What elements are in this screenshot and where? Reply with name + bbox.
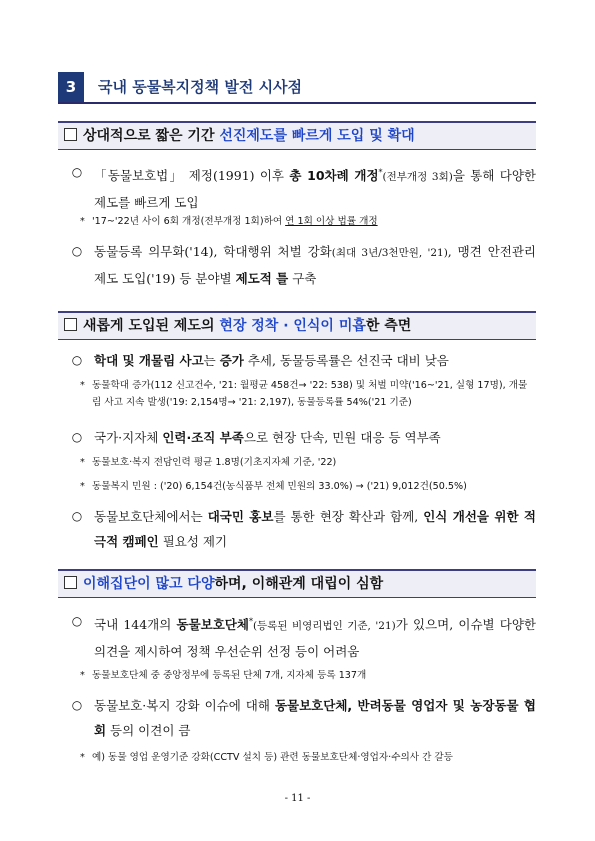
bullet-3 [70, 348, 536, 373]
bullet-6 [70, 609, 536, 664]
bullet-marker: ○ [71, 165, 83, 179]
bullet-marker: ○ [71, 244, 83, 258]
subheading-3 [58, 569, 536, 598]
note-marker: * [80, 216, 85, 227]
bullet-5-text-b: 를 통한 현장 확산과 함께, [273, 509, 424, 524]
bullet-marker: ○ [71, 353, 83, 367]
bullet-4-bold: 인력·조직 부족 [162, 430, 244, 445]
note-4b-text: 동물복지 민원 : ('20) 6,154건(농식품부 전체 민원의 33.0%) → ('21) 9,012건(50.5%) [92, 481, 467, 492]
checkbox-square-icon [64, 576, 77, 589]
bullet-2-text-b: , 맹견 안전관리 제도 도입('19) 등 분야별 [94, 244, 536, 286]
subheading-2 [58, 311, 536, 340]
bullet-3-bold-b: 증가 [219, 353, 244, 368]
note-7-text: 예) 동물 영업 운영기준 강화(CCTV 설치 등) 관련 동물보호단체·영업자·수의사 간 갈등 [92, 752, 453, 763]
bullet-4-text-a: 국가·지자체 [94, 430, 163, 445]
subheading-1-highlight: 선진제도를 빠르게 도입 및 확대 [219, 128, 415, 144]
section-header [58, 72, 536, 104]
subheading-1-text: 상대적으로 짧은 기간 [83, 128, 220, 144]
note-4a-text: 동물보호·복지 전담인력 평균 1.8명(기초지자체 기준, '22) [92, 457, 337, 468]
note-marker: * [80, 752, 85, 763]
subheading-2-highlight: 현장 정착 · 인식이 미흡 [219, 318, 366, 334]
bullet-1-bold: 총 10차례 개정 [289, 168, 379, 184]
bullet-5 [70, 504, 536, 554]
note-1-underlined: 연 1회 이상 법률 개정 [285, 216, 378, 227]
footnote-marker: * [378, 168, 383, 177]
bullet-4-text-b: 으로 현장 단속, 민원 대응 등 역부족 [243, 430, 441, 445]
subheading-3-text: 하며, 이해관계 대립이 심함 [214, 576, 384, 592]
bullet-3-bold-a: 학대 및 개물림 사고 [94, 353, 204, 368]
note-1-text: '17~'22년 사이 6회 개정(전부개정 1회)하여 [92, 216, 286, 227]
note-4a [80, 454, 536, 471]
bullet-5-bold-a: 대국민 홍보 [207, 509, 274, 524]
note-7 [80, 749, 536, 766]
subheading-2-text-b: 한 측면 [365, 318, 412, 334]
note-marker: * [80, 481, 85, 492]
bullet-marker: ○ [71, 698, 83, 712]
bullet-1 [70, 160, 536, 215]
note-1 [80, 213, 536, 230]
bullet-5-text-a: 동물보호단체에서는 [94, 509, 208, 524]
bullet-1-text-a: 「동물보호법」 제정(1991) 이후 [94, 168, 290, 184]
bullet-7-text-a: 동물보호·복지 강화 이슈에 대해 [94, 698, 275, 713]
subheading-2-text: 새롭게 도입된 제도의 [83, 318, 220, 334]
bullet-4 [70, 425, 536, 450]
subheading-3-highlight: 이해집단이 많고 다양 [83, 576, 215, 592]
checkbox-square-icon [64, 318, 77, 331]
bullet-6-small: (등록된 비영리법인 기준, '21) [252, 620, 396, 633]
bullet-marker: ○ [71, 614, 83, 628]
bullet-5-bold-b: 인식 개선을 위한 적극적 캠페인 [94, 509, 536, 549]
section-title: 국내 동물복지정책 발전 시사점 [98, 78, 303, 96]
footnote-marker: * [248, 617, 253, 626]
subheading-1 [58, 121, 536, 150]
bullet-2-bold: 제도적 틀 [235, 271, 289, 286]
note-3 [80, 377, 536, 411]
bullet-6-text-b: 가 있으며, 이슈별 다양한 의견을 제시하여 정책 우선순위 선정 등이 어려움 [94, 617, 536, 660]
note-6 [80, 667, 536, 684]
bullet-1-small: (전부개정 3회) [382, 171, 453, 184]
bullet-6-bold: 동물보호단체 [176, 617, 249, 633]
note-marker: * [80, 457, 85, 468]
note-6-text: 동물보호단체 중 중앙정부에 등록된 단체 7개, 지자체 등록 137개 [92, 670, 367, 681]
section-number: 3 [58, 72, 84, 102]
note-3-text: 동물학대 증가(112 신고건수, '21: 월평균 458건→ '22: 538) 및 처벌 미약('16~'21, 실형 17명), 개물림 사고 지속 발생('19: 2,154명→ '21: 2,197), 동물등록률 54%('21 기준) [92, 380, 528, 408]
bullet-2-small: (최대 3년/3천만원, '21) [331, 247, 448, 259]
bullet-7 [70, 693, 536, 743]
page-number: - 11 - [284, 793, 311, 804]
bullet-5-text-c: 필요성 제기 [158, 534, 228, 549]
bullet-2-text-a: 동물등록 의무화('14), 학대행위 처벌 강화 [94, 244, 332, 259]
bullet-1-text-b: 을 통해 다양한 제도를 빠르게 도입 [94, 168, 536, 211]
bullet-2 [70, 239, 536, 291]
note-marker: * [80, 670, 85, 681]
bullet-6-text-a: 국내 144개의 [94, 617, 177, 633]
bullet-marker: ○ [71, 509, 83, 523]
checkbox-square-icon [64, 128, 77, 141]
bullet-2-text-c: 구축 [288, 271, 317, 286]
bullet-3-text-a: 는 [203, 353, 220, 368]
bullet-7-text-b: 등의 이견이 큼 [106, 723, 191, 738]
note-4b [80, 478, 536, 495]
bullet-3-text-b: 추세, 동물등록률은 선진국 대비 낮음 [243, 353, 449, 368]
bullet-marker: ○ [71, 430, 83, 444]
bullet-7-bold: 동물보호단체, 반려동물 영업자 및 농장동물 협회 [94, 698, 537, 738]
note-marker: * [80, 380, 85, 391]
